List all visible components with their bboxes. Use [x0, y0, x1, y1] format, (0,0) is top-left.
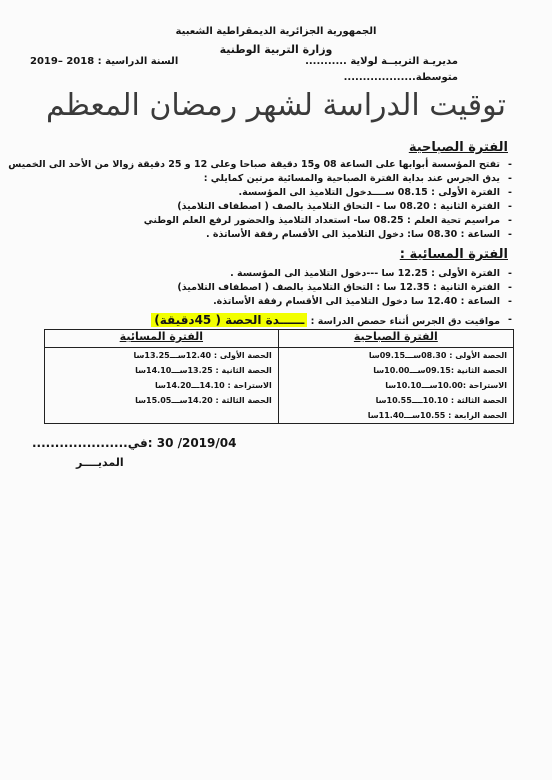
evening-heading: الفترة المسائية :	[399, 247, 508, 262]
list-item: - الساعة : 12.40 سا دخول التلاميذ الى الأقسام رفقة الأساتذة.	[42, 295, 512, 309]
table-row: الحصة الأولى : 12.40ســـ13.25سا	[133, 351, 272, 360]
list-item: - الفترة الأولى : 08.15 ســــدخول التلاميذ الى المؤسسة.	[42, 186, 512, 200]
lesson-duration: ــــــدة الحصة ( 45دقيقة)	[151, 313, 307, 327]
table-row: الحصة الأولى : 08.30ســـ09.15سا	[368, 351, 507, 360]
bells-prefix: مواقيت دق الجرس أثناء حصص الدراسة :	[310, 316, 500, 327]
evening-column	[45, 348, 279, 424]
signature-date: 2019/04/ 30 :في.....................	[32, 436, 237, 450]
school-year: السنة الدراسية : 2018 –2019	[30, 56, 179, 67]
director-signature: المديــــر	[76, 456, 124, 469]
republic-header: الجمهورية الجزائرية الديمقراطية الشعبية	[175, 26, 377, 37]
list-item: - الفترة الثانية : 12.35 سا : التحاق التلاميذ بالصف ( اصطفاف التلاميذ)	[42, 281, 512, 295]
list-item: - تفتح المؤسسة أبوابها على الساعة 08 و15 دقيقة صباحا وعلى 12 و 25 دقيقة زوالا من الأحد الى الخميس	[42, 158, 512, 172]
list-item: - الفترة الأولى : 12.25 سا ---دخول التلاميذ الى المؤسسة .	[42, 267, 512, 281]
list-item	[42, 312, 512, 328]
list-item: - الساعة : 08.30 سا: دخول التلاميذ الى الأقسام رفقة الأساتذة .	[42, 228, 512, 242]
school-line: متوسطة...................	[343, 72, 458, 83]
bells-line	[42, 312, 512, 328]
morning-heading: الفترة الصباحية	[408, 140, 508, 155]
table-row: الاستراحة :10.00ســـ10.10سا	[385, 381, 507, 390]
evening-column-header: الفترة المسائية	[45, 330, 279, 348]
directorate-line: مديريـة التربيــة لولاية ...........	[305, 56, 458, 67]
list-item: - مراسيم تحية العلم : 08.25 سا- استعداد التلاميذ والحضور لرفع العلم الوطني	[42, 214, 512, 228]
list-item: - الفترة الثانية : 08.20 سا - التحاق التلاميذ بالصف ( اصطفاف التلاميذ)	[42, 200, 512, 214]
table-row: الحصة الثالثة : 10.10ــــ10.55سا	[375, 396, 507, 405]
ministry-header: وزارة التربية الوطنية	[219, 43, 333, 56]
morning-column-header: الفترة الصباحية	[278, 330, 513, 348]
list-item: - يدق الجرس عند بداية الفترة الصباحية والمسائية مرتين كمايلي :	[42, 172, 512, 186]
table-row: الاستراحة : 14.10ـــ14.20سا	[155, 381, 272, 390]
morning-list	[8, 158, 512, 242]
table-row: الحصة الثانية : 13.25ســـ14.10سا	[135, 366, 272, 375]
morning-column	[278, 348, 513, 424]
table-row: الحصة الرابعة : 10.55ســـ11.40سا	[367, 411, 507, 420]
evening-list	[42, 267, 512, 309]
schedule-table	[44, 329, 514, 424]
table-row: الحصة الثالثة : 14.20ســـ15.05سا	[135, 396, 272, 405]
table-row: الحصة الثانية :09.15ســـ10.00سا	[373, 366, 507, 375]
page-title: توقيت الدراسة لشهر رمضان المعظم	[45, 88, 506, 123]
